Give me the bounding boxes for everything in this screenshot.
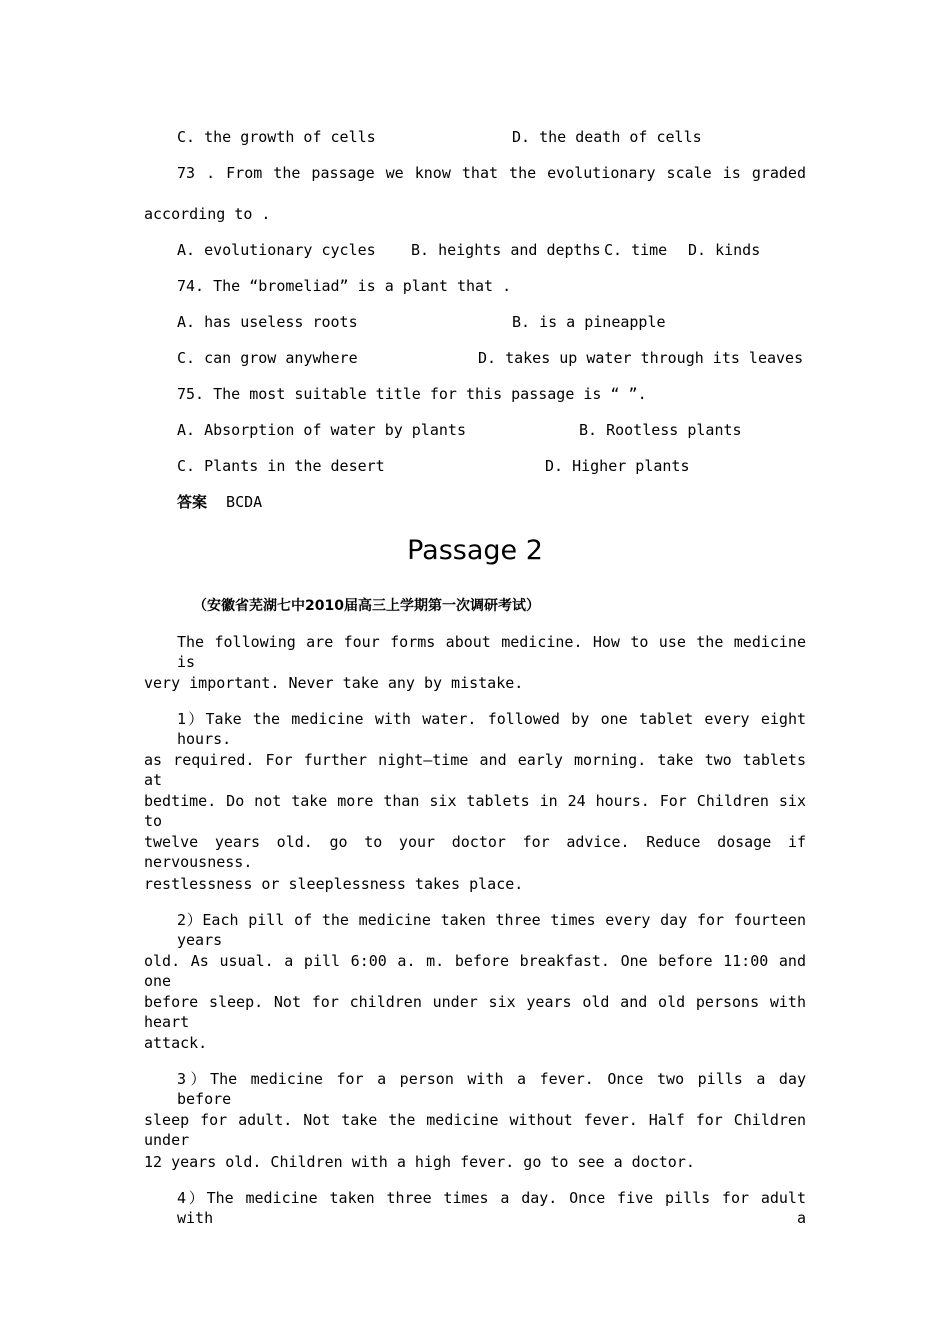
q73-option-b: B. heights and depths [411,241,601,259]
p4-line-1: 4）The medicine taken three times a day. Once five pills for adult with a [177,1189,806,1227]
p3-line-2: sleep for adult. Not take the medicine without fever. Half for Children under [144,1111,806,1149]
passage-source: （安徽省芜湖七中2010届高三上学期第一次调研考试） [193,598,540,614]
q75-option-b: B. Rootless plants [579,421,742,439]
q72-option-c: C. the growth of cells [177,128,376,146]
p2-line-4: attack. [144,1034,208,1052]
answer-line [177,492,262,512]
q73-option-a: A. evolutionary cycles [177,241,376,259]
p3-line-1: 3）The medicine for a person with a fever. Once two pills a day before [177,1070,806,1108]
p1-line-5: restlessness or sleeplessness takes place. [144,875,524,893]
p1-line-4: twelve years old. go to your doctor for advice. Reduce dosage if nervousness. [144,833,806,871]
p2-line-2: old. As usual. a pill 6:00 a. m. before breakfast. One before 11:00 and one [144,952,806,990]
passage-title: Passage 2 [407,535,543,566]
q75-stem: 75. The most suitable title for this passage is “ ”. [177,385,647,403]
q74-option-c: C. can grow anywhere [177,349,358,367]
q74-stem: 74. The “bromeliad” is a plant that . [177,277,512,295]
q75-option-c: C. Plants in the desert [177,457,385,475]
q73-option-c: C. time [604,241,668,259]
p1-line-2: as required. For further night—time and early morning. take two tablets at [144,751,806,789]
answer-value: BCDA [226,493,263,511]
q72-option-d: D. the death of cells [512,128,702,146]
answer-label: 答案 [177,493,208,511]
p2-line-1: 2）Each pill of the medicine taken three times every day for fourteen years [177,911,806,949]
intro-line-1: The following are four forms about medicine. How to use the medicine is [177,633,806,671]
q75-option-d: D. Higher plants [545,457,690,475]
intro-line-2: very important. Never take any by mistake. [144,674,524,692]
p1-line-1: 1）Take the medicine with water. followed by one tablet every eight hours. [177,710,806,748]
q74-option-d: D. takes up water through its leaves [478,349,804,367]
q73-stem-line2: according to . [144,205,271,223]
q74-option-b: B. is a pineapple [512,313,666,331]
q73-option-d: D. kinds [688,241,761,259]
p2-line-3: before sleep. Not for children under six years old and old persons with heart [144,993,806,1031]
q75-option-a: A. Absorption of water by plants [177,421,466,439]
q74-option-a: A. has useless roots [177,313,358,331]
p3-line-3: 12 years old. Children with a high fever. go to see a doctor. [144,1153,695,1171]
p1-line-3: bedtime. Do not take more than six tablets in 24 hours. For Children six to [144,792,806,830]
q73-stem-line1: 73 . From the passage we know that the evolutionary scale is graded [177,164,806,182]
